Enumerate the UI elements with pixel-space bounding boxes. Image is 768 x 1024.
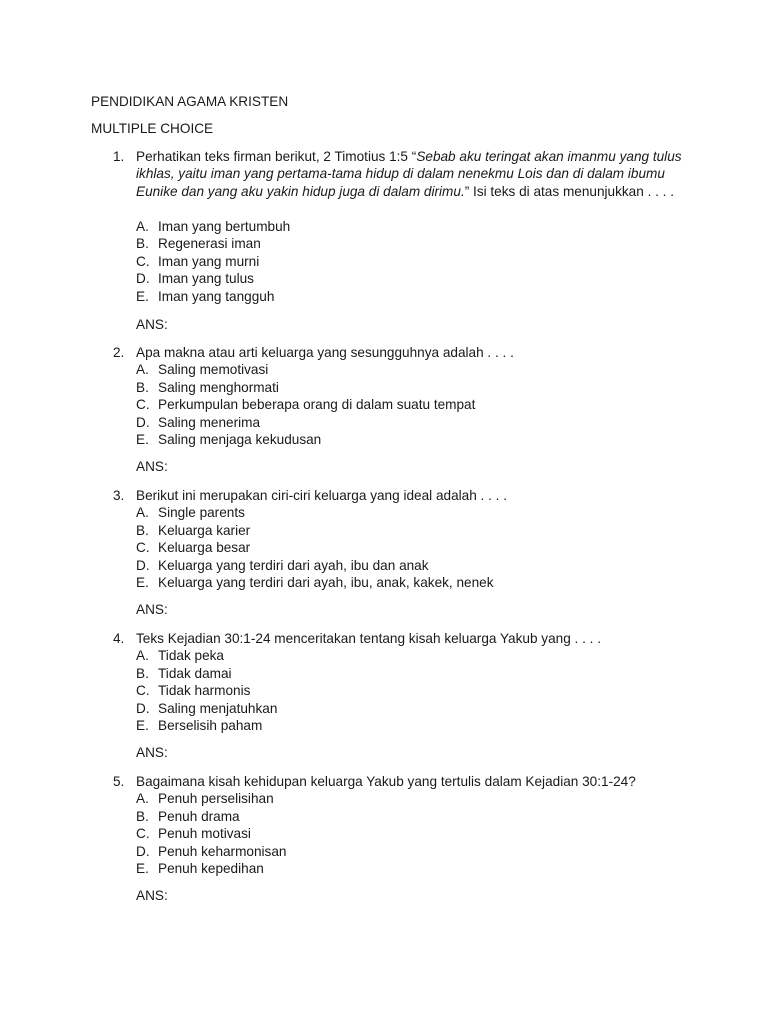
- answer-label: ANS:: [136, 745, 168, 760]
- option-letter: B.: [136, 236, 149, 252]
- option-letter: C.: [136, 826, 150, 842]
- option-b[interactable]: [136, 235, 290, 252]
- option-text: Berselisih paham: [158, 717, 263, 733]
- option-list: [136, 218, 290, 305]
- option-text: Saling menerima: [158, 414, 260, 430]
- question-text-intro: Perhatikan teks firman berikut, 2 Timotius 1:5 “: [136, 149, 417, 164]
- option-letter: A.: [136, 648, 149, 664]
- option-a[interactable]: [136, 361, 475, 378]
- option-list: [136, 361, 475, 448]
- option-letter: B.: [136, 808, 149, 824]
- option-text: Penuh perselisihan: [158, 791, 274, 807]
- option-c[interactable]: [136, 825, 286, 842]
- option-letter: A.: [136, 505, 149, 521]
- option-d[interactable]: [136, 414, 475, 431]
- answer-label: ANS:: [136, 459, 168, 474]
- option-text: Perkumpulan beberapa orang di dalam suatu tempat: [158, 397, 476, 413]
- option-text: Saling menjaga kekudusan: [158, 431, 322, 447]
- option-a[interactable]: [136, 218, 290, 235]
- option-letter: C.: [136, 397, 150, 413]
- option-letter: D.: [136, 843, 150, 859]
- option-a[interactable]: [136, 790, 286, 807]
- option-text: Penuh keharmonisan: [158, 843, 287, 859]
- option-c[interactable]: [136, 253, 290, 270]
- option-d[interactable]: [136, 843, 286, 860]
- option-letter: E.: [136, 288, 149, 304]
- option-text: Iman yang tangguh: [158, 288, 275, 304]
- option-b[interactable]: [136, 665, 277, 682]
- section-heading: MULTIPLE CHOICE: [91, 121, 214, 136]
- option-text: Keluarga besar: [158, 540, 251, 556]
- option-letter: B.: [136, 665, 149, 681]
- question-number: 2.: [113, 345, 125, 360]
- option-text: Regenerasi iman: [158, 236, 261, 252]
- question-number: 1.: [113, 149, 125, 164]
- option-text: Tidak peka: [158, 648, 224, 664]
- option-letter: D.: [136, 414, 150, 430]
- option-letter: C.: [136, 253, 150, 269]
- answer-label: ANS:: [136, 888, 168, 903]
- option-text: Single parents: [158, 505, 245, 521]
- option-text: Saling menghormati: [158, 379, 279, 395]
- option-d[interactable]: [136, 700, 277, 717]
- answer-label: ANS:: [136, 317, 168, 332]
- option-letter: C.: [136, 540, 150, 556]
- option-e[interactable]: [136, 717, 277, 734]
- option-letter: C.: [136, 683, 150, 699]
- option-d[interactable]: [136, 557, 494, 574]
- option-text: Keluarga yang terdiri dari ayah, ibu dan anak: [158, 557, 429, 573]
- option-letter: E.: [136, 574, 149, 590]
- option-text: Saling memotivasi: [158, 362, 269, 378]
- option-b[interactable]: [136, 379, 475, 396]
- question-text: Berikut ini merupakan ciri-ciri keluarga yang ideal adalah . . . .: [136, 488, 507, 503]
- option-e[interactable]: [136, 574, 494, 591]
- option-text: Saling menjatuhkan: [158, 700, 278, 716]
- option-letter: E.: [136, 431, 149, 447]
- option-b[interactable]: [136, 808, 286, 825]
- option-c[interactable]: [136, 539, 494, 556]
- question-number: 5.: [113, 774, 125, 789]
- option-e[interactable]: [136, 431, 475, 448]
- document-title: PENDIDIKAN AGAMA KRISTEN: [91, 94, 289, 109]
- option-letter: D.: [136, 271, 150, 287]
- option-text: Iman yang tulus: [158, 271, 254, 287]
- question-text-end: ” Isi teks di atas menunjukkan . . . .: [464, 183, 675, 199]
- option-text: Keluarga karier: [158, 522, 251, 538]
- option-text: Tidak harmonis: [158, 683, 251, 699]
- question-text: [136, 148, 684, 200]
- option-letter: E.: [136, 860, 149, 876]
- option-text: Penuh motivasi: [158, 826, 251, 842]
- option-letter: E.: [136, 717, 149, 733]
- option-d[interactable]: [136, 270, 290, 287]
- option-list: [136, 790, 286, 877]
- option-letter: A.: [136, 362, 149, 378]
- option-e[interactable]: [136, 860, 286, 877]
- option-c[interactable]: [136, 682, 277, 699]
- answer-label: ANS:: [136, 602, 168, 617]
- question-text: Apa makna atau arti keluarga yang sesungguhnya adalah . . . .: [136, 345, 514, 360]
- question-text: Teks Kejadian 30:1-24 menceritakan tentang kisah keluarga Yakub yang . . . .: [136, 631, 601, 646]
- option-a[interactable]: [136, 504, 494, 521]
- option-c[interactable]: [136, 396, 475, 413]
- option-b[interactable]: [136, 522, 494, 539]
- option-letter: B.: [136, 522, 149, 538]
- option-letter: A.: [136, 219, 149, 234]
- option-letter: B.: [136, 379, 149, 395]
- question-text: Bagaimana kisah kehidupan keluarga Yakub yang tertulis dalam Kejadian 30:1-24?: [136, 774, 636, 789]
- option-letter: D.: [136, 557, 150, 573]
- option-a[interactable]: [136, 647, 277, 664]
- option-text: Iman yang murni: [158, 253, 260, 269]
- option-text: Penuh drama: [158, 808, 240, 824]
- question-number: 3.: [113, 488, 125, 503]
- option-text: Keluarga yang terdiri dari ayah, ibu, anak, kakek, nenek: [158, 574, 494, 590]
- option-text: Penuh kepedihan: [158, 860, 264, 876]
- scripture-quote: Sebab aku teringat akan imanmu yang tulus ikhlas, yaitu iman yang pertama-tama hidup di dalam nenekmu Lois dan di dalam ibumu Eunike dan yang aku yakin hidup juga di dalam dirimu.: [136, 149, 682, 199]
- option-text: Tidak damai: [158, 665, 232, 681]
- option-letter: D.: [136, 700, 150, 716]
- option-list: [136, 504, 494, 591]
- option-e[interactable]: [136, 288, 290, 305]
- question-number: 4.: [113, 631, 125, 646]
- option-letter: A.: [136, 791, 149, 807]
- option-text: Iman yang bertumbuh: [158, 219, 291, 234]
- option-list: [136, 647, 277, 734]
